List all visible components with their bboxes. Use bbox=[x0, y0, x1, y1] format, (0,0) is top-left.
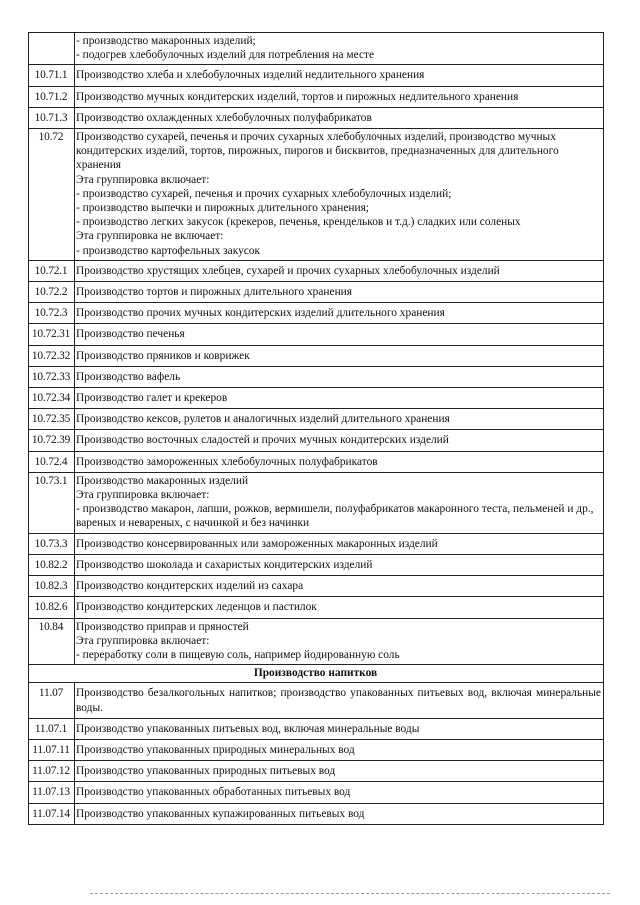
okved-code-cell: 11.07 bbox=[29, 683, 75, 718]
table-row bbox=[29, 65, 604, 86]
okved-code-cell: 10.72.34 bbox=[29, 388, 75, 409]
section-title: Производство напитков bbox=[29, 665, 604, 683]
okved-code-cell: 10.72.4 bbox=[29, 451, 75, 472]
description-line: Производство упакованных природных минеральных вод bbox=[76, 743, 355, 756]
table-row bbox=[29, 576, 604, 597]
description-line: Производство печенья bbox=[76, 328, 185, 341]
table-row bbox=[29, 430, 604, 451]
description-line: Производство замороженных хлебобулочных полуфабрикатов bbox=[76, 455, 378, 468]
table-row bbox=[29, 451, 604, 472]
description-line: Производство вафель bbox=[76, 370, 181, 383]
description-line: Эта группировка включает: bbox=[76, 489, 210, 502]
okved-description-cell bbox=[75, 472, 604, 533]
description-line: - производство макаронных изделий; bbox=[76, 35, 256, 47]
okved-description-cell bbox=[75, 33, 604, 65]
okved-description-cell bbox=[75, 782, 604, 803]
okved-description-cell bbox=[75, 303, 604, 324]
okved-description-cell bbox=[75, 409, 604, 430]
page-bottom-divider bbox=[90, 893, 610, 898]
description-line: Эта группировка включает: bbox=[76, 634, 210, 647]
description-line: Производство упакованных питьевых вод, включая минеральные воды bbox=[76, 722, 420, 735]
okved-description-cell bbox=[75, 618, 604, 665]
table-body bbox=[29, 33, 604, 825]
okved-code-cell: 10.72.39 bbox=[29, 430, 75, 451]
okved-code-cell: 10.71.2 bbox=[29, 86, 75, 107]
description-line: Производство сухарей, печенья и прочих сухарных хлебобулочных изделий, производство мучных кондитерских изделий, тортов, пирожных, пирогов и бисквитов, предназначенных для длительного хранения bbox=[76, 131, 559, 172]
description-line: Производство охлажденных хлебобулочных полуфабрикатов bbox=[76, 111, 372, 124]
description-line: Производство кондитерских изделий из сахара bbox=[76, 580, 304, 593]
okved-code-cell: 10.72.32 bbox=[29, 345, 75, 366]
okved-code-cell: 10.72.33 bbox=[29, 366, 75, 387]
description-line: Эта группировка включает: bbox=[76, 173, 210, 186]
okved-description-cell bbox=[75, 554, 604, 575]
okved-code-cell: 11.07.13 bbox=[29, 782, 75, 803]
okved-description-cell bbox=[75, 761, 604, 782]
okved-code-cell: 10.73.3 bbox=[29, 533, 75, 554]
description-line: Производство упакованных обработанных питьевых вод bbox=[76, 786, 351, 799]
description-line: Производство макаронных изделий bbox=[76, 474, 249, 487]
table-row bbox=[29, 409, 604, 430]
description-line: Производство консервированных или замороженных макаронных изделий bbox=[76, 537, 438, 550]
okved-description-cell bbox=[75, 739, 604, 760]
table-row bbox=[29, 739, 604, 760]
okved-code-cell: 10.71.3 bbox=[29, 107, 75, 128]
okved-description-cell bbox=[75, 430, 604, 451]
table-row bbox=[29, 107, 604, 128]
okved-description-cell bbox=[75, 388, 604, 409]
table-row bbox=[29, 718, 604, 739]
description-line: Производство восточных сладостей и прочих мучных кондитерских изделий bbox=[76, 434, 449, 447]
description-line: - производство легких закусок (крекеров, печенья, крендельков и т.д.) сладких или соленых bbox=[76, 216, 521, 229]
okved-classification-table bbox=[28, 32, 604, 825]
okved-description-cell bbox=[75, 451, 604, 472]
description-line: Производство прочих мучных кондитерских изделий длительного хранения bbox=[76, 307, 445, 320]
okved-description-cell bbox=[75, 366, 604, 387]
table-row bbox=[29, 683, 604, 718]
description-line: - производство картофельных закусок bbox=[76, 244, 261, 257]
description-line: Производство мучных кондитерских изделий, тортов и пирожных недлительного хранения bbox=[76, 90, 519, 103]
okved-code-cell: 11.07.11 bbox=[29, 739, 75, 760]
table-row bbox=[29, 761, 604, 782]
table-row bbox=[29, 366, 604, 387]
okved-code-cell: 11.07.14 bbox=[29, 803, 75, 824]
description-line: Производство кондитерских леденцов и пастилок bbox=[76, 601, 317, 614]
table-row bbox=[29, 388, 604, 409]
okved-description-cell bbox=[75, 65, 604, 86]
description-line: Производство безалкогольных напитков; производство упакованных питьевых вод, включая минеральные воды. bbox=[76, 687, 601, 714]
description-line: Эта группировка не включает: bbox=[76, 230, 224, 243]
okved-description-cell bbox=[75, 282, 604, 303]
okved-code-cell: 10.72.1 bbox=[29, 260, 75, 281]
description-line: Производство тортов и пирожных длительного хранения bbox=[76, 286, 353, 299]
description-line: - производство макарон, лапши, рожков, вермишели, полуфабрикатов макаронного теста, пельменей и др., вареных и невареных, с начинкой и без начинки bbox=[76, 503, 594, 530]
table-row bbox=[29, 324, 604, 345]
okved-code-cell: 10.82.3 bbox=[29, 576, 75, 597]
table-row bbox=[29, 345, 604, 366]
description-line: Производство галет и крекеров bbox=[76, 392, 228, 405]
okved-code-cell: 10.84 bbox=[29, 618, 75, 665]
okved-code-cell: 10.71.1 bbox=[29, 65, 75, 86]
description-line: - производство сухарей, печенья и прочих сухарных хлебобулочных изделий; bbox=[76, 187, 452, 200]
table-row bbox=[29, 472, 604, 533]
table-row bbox=[29, 597, 604, 618]
okved-description-cell bbox=[75, 129, 604, 261]
table-row bbox=[29, 86, 604, 107]
table-row bbox=[29, 33, 604, 65]
table-row bbox=[29, 129, 604, 261]
okved-description-cell bbox=[75, 324, 604, 345]
okved-description-cell bbox=[75, 718, 604, 739]
table-row bbox=[29, 782, 604, 803]
description-line: - переработку соли в пищевую соль, например йодированную соль bbox=[76, 648, 400, 661]
okved-code-cell: 11.07.1 bbox=[29, 718, 75, 739]
okved-description-cell bbox=[75, 597, 604, 618]
okved-description-cell bbox=[75, 533, 604, 554]
okved-description-cell bbox=[75, 86, 604, 107]
okved-code-cell: 10.72.31 bbox=[29, 324, 75, 345]
description-line: Производство хрустящих хлебцев, сухарей и прочих сухарных хлебобулочных изделий bbox=[76, 264, 500, 277]
okved-code-cell: 10.73.1 bbox=[29, 472, 75, 533]
description-line: Производство пряников и коврижек bbox=[76, 349, 250, 362]
okved-code-cell: 10.72.35 bbox=[29, 409, 75, 430]
okved-code-cell bbox=[29, 33, 75, 65]
okved-description-cell bbox=[75, 683, 604, 718]
okved-code-cell: 10.82.2 bbox=[29, 554, 75, 575]
description-line: Производство приправ и пряностей bbox=[76, 620, 249, 633]
okved-code-cell: 10.72.3 bbox=[29, 303, 75, 324]
table-row bbox=[29, 260, 604, 281]
okved-code-cell: 10.72.2 bbox=[29, 282, 75, 303]
table-row bbox=[29, 282, 604, 303]
section-header-row bbox=[29, 665, 604, 683]
table-row bbox=[29, 803, 604, 824]
description-line: Производство упакованных купажированных питьевых вод bbox=[76, 807, 365, 820]
table-row bbox=[29, 303, 604, 324]
okved-description-cell bbox=[75, 576, 604, 597]
okved-description-cell bbox=[75, 803, 604, 824]
okved-description-cell bbox=[75, 260, 604, 281]
description-line: Производство хлеба и хлебобулочных изделий недлительного хранения bbox=[76, 69, 425, 82]
okved-description-cell bbox=[75, 345, 604, 366]
okved-description-cell bbox=[75, 107, 604, 128]
description-line: - производство выпечки и пирожных длительного хранения; bbox=[76, 202, 369, 215]
okved-code-cell: 10.72 bbox=[29, 129, 75, 261]
description-line: Производство кексов, рулетов и аналогичных изделий длительного хранения bbox=[76, 413, 450, 426]
table-row bbox=[29, 618, 604, 665]
okved-code-cell: 10.82.6 bbox=[29, 597, 75, 618]
table-row bbox=[29, 533, 604, 554]
table-row bbox=[29, 554, 604, 575]
description-line: - подогрев хлебобулочных изделий для потребления на месте bbox=[76, 49, 375, 62]
description-line: Производство шоколада и сахаристых кондитерских изделий bbox=[76, 558, 373, 571]
description-line: Производство упакованных природных питьевых вод bbox=[76, 765, 336, 778]
okved-code-cell: 11.07.12 bbox=[29, 761, 75, 782]
